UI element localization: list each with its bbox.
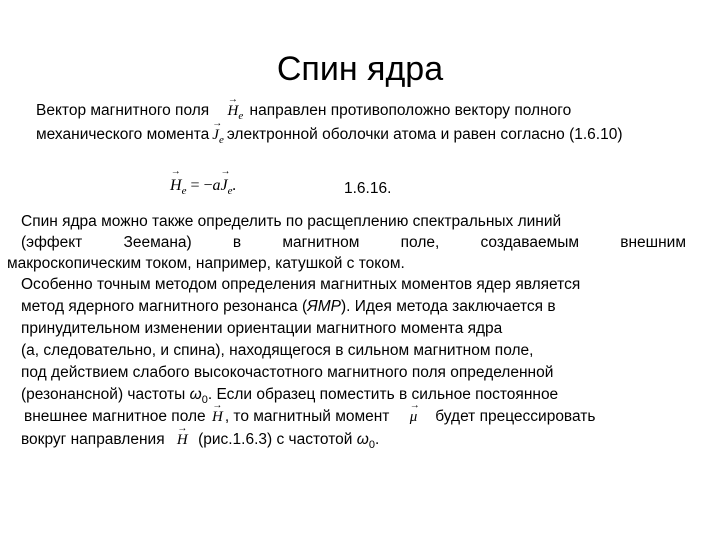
para3-line1: Особенно точным методом определения магнитных моментов ядер является (21, 276, 581, 293)
formula-number: 1.6.16. (344, 180, 392, 197)
page-title: Спин ядра (276, 50, 444, 88)
vector-mu (410, 409, 418, 425)
formula-1-6-16: → $H_e = -a\to J_e$. (170, 177, 237, 197)
para3-line2: метод ядерного магнитного резонанса (ЯМР). Идея метода заключается в (21, 298, 556, 315)
para1-text: направлен противоположно вектору полного (249, 102, 572, 119)
vector-arrow-icon: → J (212, 125, 219, 145)
vector-arrow-icon: → H (177, 430, 188, 450)
vector-H (177, 432, 188, 448)
para3-line4: (а, следовательно, и спина), находящегося в сильном магнитном поле, (21, 342, 534, 359)
vector-arrow-icon: → H (212, 407, 223, 427)
omega-symbol: ω (189, 386, 202, 403)
para2-line1: Спин ядра можно также определить по расщеплению спектральных линий (21, 213, 562, 230)
para3-line3: принудительном изменении ориентации магнитного момента ядра (21, 320, 503, 337)
vector-arrow-icon: → μ (410, 407, 418, 427)
para3-line6: (резонансной) частоты $\omega_0$. Если образец поместить в сильное постоянное (21, 386, 559, 407)
para2-line3: макроскопическим током, например, катушкой с током. (7, 255, 405, 272)
nmr-abbr: ЯМР (307, 298, 341, 315)
vector-H (212, 409, 223, 425)
para1-line2 (36, 125, 623, 150)
para1-line1 (36, 101, 571, 126)
vector-arrow-icon: → H (227, 101, 238, 121)
omega-symbol: ω (356, 431, 369, 448)
vector-H-e: → $H_e$ (227, 103, 243, 119)
vector-arrow-icon: → J (221, 177, 228, 195)
para3-line8: вокруг направления → H (рис.1.6.3) с частотой $\omega_0$. (21, 430, 379, 455)
para1-text: электронной оболочки атома и равен согласно (1.6.10) (226, 126, 623, 143)
para1-text: механического момента (36, 126, 210, 143)
para3-line5: под действием слабого высокочастотного магнитного поля определенной (21, 364, 554, 381)
para3-line7: внешнее магнитное поле → H , то магнитный момент → μ будет прецессировать (24, 407, 595, 427)
para1-text: Вектор магнитного поля (36, 102, 210, 119)
para2-line2: (эффект Зеемана) в магнитном поле, создаваемым внешним (21, 234, 686, 251)
vector-J-e: → $J_e$ (212, 127, 224, 143)
vector-arrow-icon: → H (170, 177, 182, 195)
